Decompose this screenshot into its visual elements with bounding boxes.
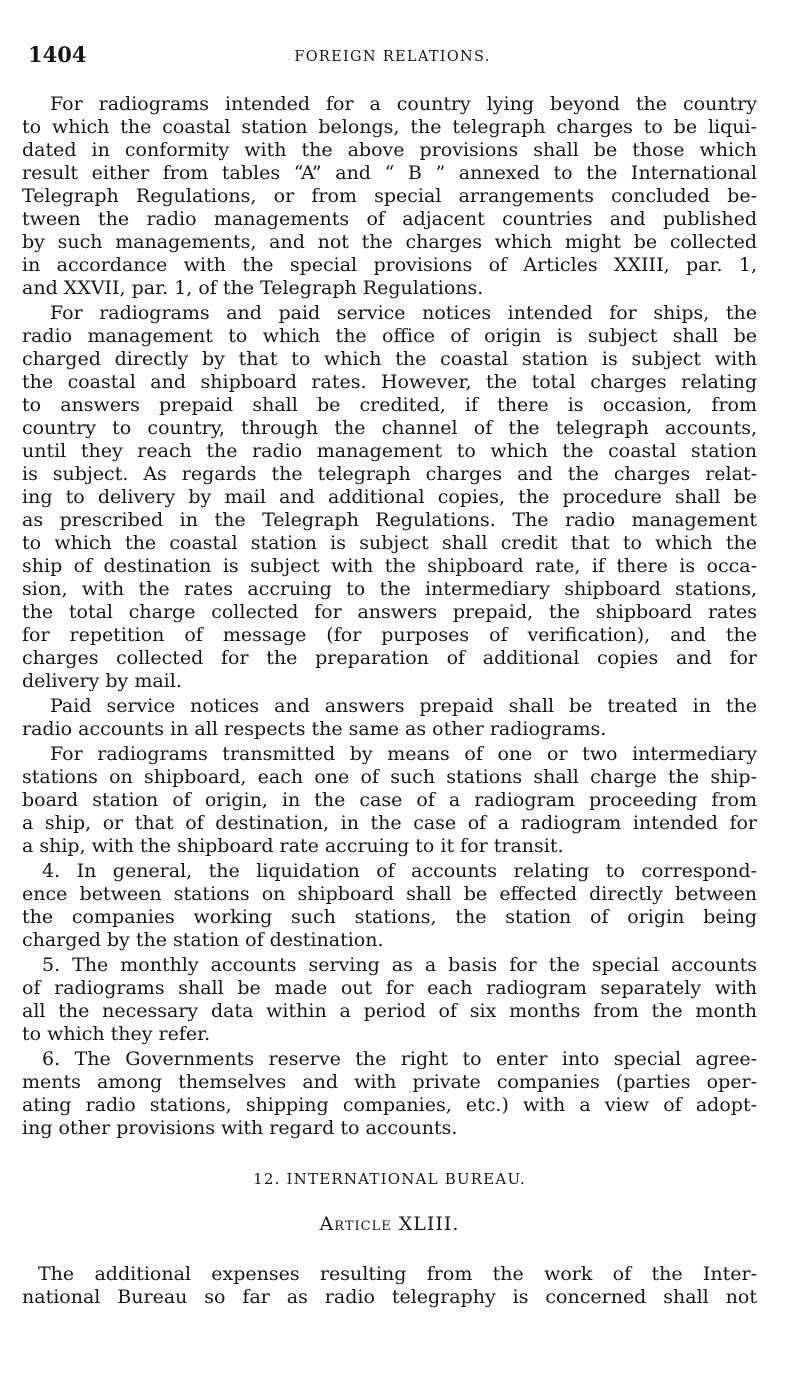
- text-line: the companies working such stations, the station of origin being: [22, 906, 757, 928]
- text-line: tween the radio managements of adjacent countries and published: [22, 208, 757, 230]
- text-line: Telegraph Regulations, or from special arrangements concluded be-: [22, 185, 757, 207]
- paragraph-1: [22, 93, 757, 300]
- text-line: country to country, through the channel of the telegraph accounts,: [22, 417, 757, 439]
- text-line: to which they refer.: [22, 1023, 211, 1045]
- text-line: For radiograms and paid service notices intended for ships, the: [50, 302, 757, 324]
- text-line: radio management to which the office of origin is subject shall be: [22, 325, 757, 347]
- text-line: to which the coastal station is subject shall credit that to which the: [22, 532, 757, 554]
- text-line: and XXVII, par. 1, of the Telegraph Regulations.: [22, 277, 484, 299]
- text-line: result either from tables “A” and “ B ” annexed to the International: [22, 162, 757, 184]
- text-line: a ship, with the shipboard rate accruing to it for transit.: [22, 835, 564, 857]
- text-line: charged directly by that to which the coastal station is subject with: [22, 348, 757, 370]
- text-line: ing other provisions with regard to accounts.: [22, 1117, 458, 1139]
- section-heading: 12. INTERNATIONAL BUREAU.: [253, 1170, 526, 1188]
- running-title: FOREIGN RELATIONS.: [294, 49, 491, 65]
- paragraph-5: [22, 860, 757, 952]
- page-number: 1404: [28, 42, 87, 67]
- paragraph-3: [22, 695, 757, 741]
- text-line: ating radio stations, shipping companies, etc.) with a view of adopt-: [22, 1094, 757, 1116]
- text-line: 4. In general, the liquidation of accounts relating to correspond-: [42, 860, 757, 882]
- text-line: to answers prepaid shall be credited, if there is occasion, from: [22, 394, 757, 416]
- text-line: ence between stations on shipboard shall be effected directly between: [22, 883, 757, 905]
- text-line: For radiograms intended for a country lying beyond the country: [50, 93, 757, 115]
- text-line: the total charge collected for answers prepaid, the shipboard rates: [22, 601, 757, 623]
- text-line: national Bureau so far as radio telegraphy is concerned shall not: [22, 1286, 757, 1308]
- text-line: ments among themselves and with private companies (parties oper-: [22, 1071, 757, 1093]
- page-header: [28, 42, 757, 68]
- text-line: 6. The Governments reserve the right to enter into special agree-: [42, 1048, 757, 1070]
- article-heading: Article XLIII.: [319, 1213, 460, 1235]
- text-line: to which the coastal station belongs, the telegraph charges to be liqui-: [22, 116, 757, 138]
- text-line: delivery by mail.: [22, 670, 182, 692]
- text-line: a ship, or that of destination, in the case of a radiogram intended for: [22, 812, 757, 834]
- closing-paragraph: [22, 1263, 757, 1309]
- paragraph-4: [22, 743, 757, 858]
- text-line: The additional expenses resulting from the work of the Inter-: [38, 1263, 757, 1285]
- paragraph-2: [22, 302, 757, 693]
- text-line: in accordance with the special provisions of Articles XXIII, par. 1,: [22, 254, 757, 276]
- text-line: sion, with the rates accruing to the intermediary shipboard stations,: [22, 578, 757, 600]
- paragraph-7: [22, 1048, 757, 1140]
- text-line: For radiograms transmitted by means of one or two intermediary: [50, 743, 757, 765]
- text-line: charged by the station of destination.: [22, 929, 384, 951]
- text-line: radio accounts in all respects the same as other radiograms.: [22, 718, 607, 740]
- text-line: by such managements, and not the charges which might be collected: [22, 231, 757, 253]
- text-line: all the necessary data within a period of six months from the month: [22, 1000, 757, 1022]
- text-line: board station of origin, in the case of a radiogram proceeding from: [22, 789, 757, 811]
- paragraph-6: [22, 954, 757, 1046]
- text-line: of radiograms shall be made out for each radiogram separately with: [22, 977, 757, 999]
- text-line: Paid service notices and answers prepaid shall be treated in the: [50, 695, 757, 717]
- text-line: stations on shipboard, each one of such stations shall charge the ship-: [22, 766, 757, 788]
- text-line: is subject. As regards the telegraph charges and the charges relat-: [22, 463, 757, 485]
- text-line: until they reach the radio management to which the coastal station: [22, 440, 757, 462]
- text-line: 5. The monthly accounts serving as a basis for the special accounts: [42, 954, 757, 976]
- text-line: ship of destination is subject with the shipboard rate, if there is occa-: [22, 555, 757, 577]
- text-line: charges collected for the preparation of additional copies and for: [22, 647, 757, 669]
- body-text: [22, 93, 757, 1311]
- text-line: for repetition of message (for purposes of verification), and the: [22, 624, 757, 646]
- text-line: as prescribed in the Telegraph Regulations. The radio management: [22, 509, 757, 531]
- text-line: dated in conformity with the above provisions shall be those which: [22, 139, 757, 161]
- body-paragraphs: [22, 93, 757, 1140]
- text-line: ing to delivery by mail and additional copies, the procedure shall be: [22, 486, 757, 508]
- text-line: the coastal and shipboard rates. However, the total charges relating: [22, 371, 757, 393]
